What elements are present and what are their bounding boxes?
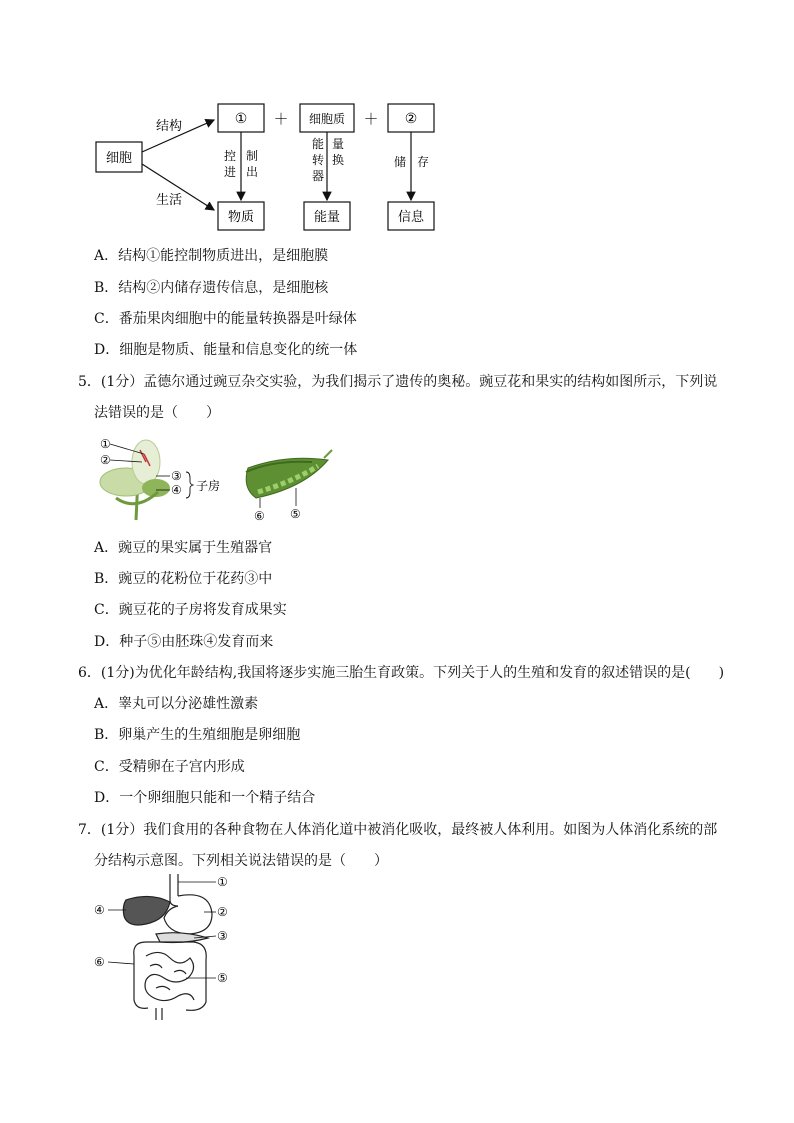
text-box-1: ①	[234, 111, 248, 127]
pea-flower-image	[100, 440, 170, 520]
digest-label-5: ⑤	[217, 971, 228, 985]
q6-option-a[interactable]: A．睾丸可以分泌雄性激素	[94, 696, 259, 712]
digestive-organs-drawing	[123, 874, 212, 1020]
text-matter: 物质	[227, 210, 255, 225]
q7-stem-line1: 7．(1分）我们食用的各种食物在人体消化道中被消化吸收，最终被人体利用。如图为人体消化系统的部	[78, 822, 718, 838]
text-cytoplasm: 细胞质	[308, 112, 346, 126]
q4-option-c[interactable]: C．番茄果肉细胞中的能量转换器是叶绿体	[94, 311, 357, 327]
q7-stem-line2: 分结构示意图。下列相关说法错误的是（ ）	[94, 853, 388, 869]
q6-option-b[interactable]: B．卵巢产生的生殖细胞是卵细胞	[94, 727, 301, 743]
digest-label-2: ②	[217, 905, 228, 919]
q5-option-d[interactable]: D．种子⑤由胚珠④发育而来	[94, 634, 274, 650]
q5-option-b[interactable]: B．豌豆的花粉位于花药③中	[94, 571, 273, 587]
pea-flower-fruit-figure	[96, 432, 336, 524]
plus-1: ＋	[273, 110, 289, 128]
pea-pod-image	[246, 450, 332, 498]
flower-label-1: ①	[100, 437, 111, 451]
q6-stem: 6．(1分)为优化年龄结构,我国将逐步实施三胎生育政策。下列关于人的生殖和发育的叙述错误的是( )	[78, 665, 725, 681]
q4-option-d[interactable]: D．细胞是物质、能量和信息变化的统一体	[94, 342, 358, 358]
text-box-2: ②	[404, 111, 418, 127]
cell-structure-diagram	[90, 96, 450, 238]
digestive-system-figure	[90, 872, 240, 1022]
q4-option-b[interactable]: B．结构②内储存遗传信息，是细胞核	[94, 280, 329, 296]
text-energy: 能量	[313, 210, 341, 225]
vtext-store-2: 存	[417, 155, 430, 169]
digest-label-1: ①	[217, 875, 228, 889]
vtext-control-2: 制出	[246, 149, 259, 179]
q6-option-d[interactable]: D．一个卵细胞只能和一个精子结合	[94, 790, 316, 806]
ovary-brace	[186, 472, 193, 498]
text-info: 信息	[397, 210, 425, 225]
q6-option-c[interactable]: C．受精卵在子宫内形成	[94, 759, 245, 775]
flower-label-4: ④	[171, 483, 182, 497]
digest-label-4: ④	[94, 903, 105, 917]
text-cell: 细胞	[105, 151, 133, 166]
q4-option-a[interactable]: A．结构①能控制物质进出，是细胞膜	[94, 248, 329, 264]
flower-label-2: ②	[100, 453, 111, 467]
vtext-energy-1: 能转器	[312, 137, 325, 183]
pod-label-6: ⑥	[254, 509, 265, 523]
pod-label-5: ⑤	[290, 507, 301, 521]
label-structure: 结构	[156, 119, 183, 134]
vtext-control-1: 控进	[224, 149, 237, 179]
q5-stem-line1: 5．(1分）孟德尔通过豌豆杂交实验，为我们揭示了遗传的奥秘。豌豆花和果实的结构如图所示，下列说	[78, 374, 718, 390]
flower-label-3: ③	[171, 469, 182, 483]
label-life: 生活	[156, 193, 183, 208]
ovary-label: 子房	[196, 479, 221, 493]
digest-label-6: ⑥	[94, 955, 105, 969]
q5-option-a[interactable]: A．豌豆的果实属于生殖器官	[94, 540, 273, 556]
vtext-energy-2: 量换	[332, 137, 345, 167]
q5-stem-line2: 法错误的是（ ）	[94, 405, 220, 421]
plus-2: ＋	[363, 110, 379, 128]
q5-option-c[interactable]: C．豌豆花的子房将发育成果实	[94, 602, 287, 618]
vtext-store-1: 储	[394, 155, 407, 169]
digest-label-3: ③	[217, 929, 228, 943]
